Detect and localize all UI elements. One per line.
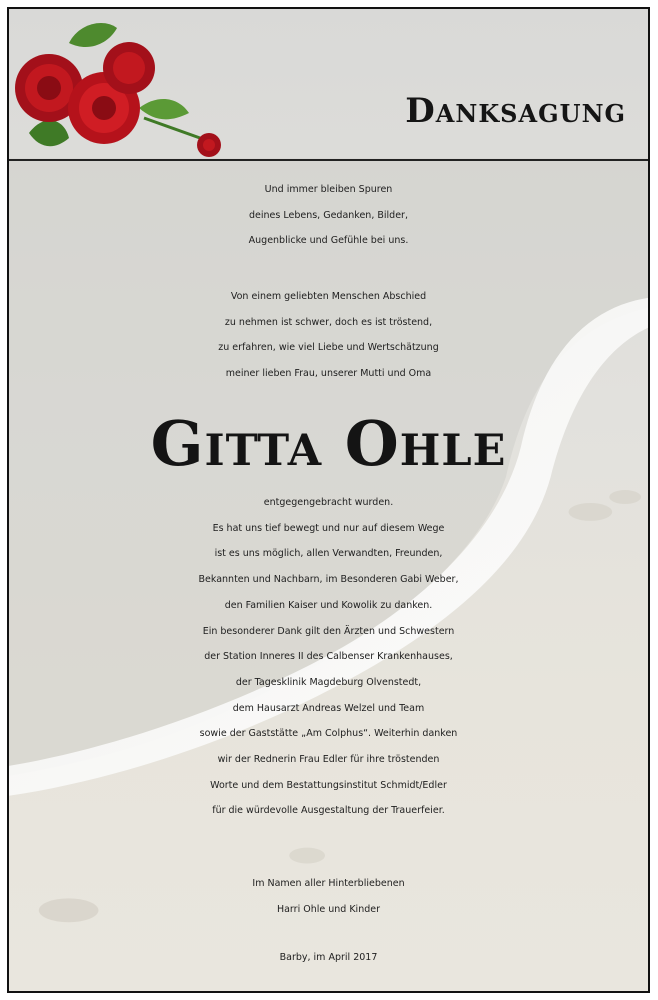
- text-line: der Tagesklinik Magdeburg Olvenstedt,: [235, 676, 422, 688]
- heading: Danksagung: [405, 91, 626, 131]
- deceased-name: Gitta Ohle: [150, 407, 507, 480]
- text-line: Augenblicke und Gefühle bei uns.: [248, 235, 409, 247]
- text-line: Harri Ohle und Kinder: [276, 903, 381, 915]
- text-line: Und immer bleiben Spuren: [264, 184, 393, 195]
- header-divider: [9, 159, 648, 161]
- text-line: sowie der Gaststätte „Am Colphus“. Weiterhin danken: [199, 728, 458, 740]
- text-line: der Station Inneres II des Calbenser Krankenhauses,: [204, 651, 453, 663]
- text-line: zu erfahren, wie viel Liebe und Wertschätzung: [218, 342, 439, 354]
- place-date-text: Barby, im April 2017: [279, 952, 378, 963]
- text-line: ist es uns möglich, allen Verwandten, Freunden,: [214, 548, 443, 560]
- text-line: Worte und dem Bestattungsinstitut Schmidt/Edler: [210, 779, 447, 791]
- paragraph-2: [9, 490, 648, 824]
- text-line: dem Hausarzt Andreas Welzel und Team: [232, 702, 425, 714]
- text-line: Im Namen aller Hinterbliebenen: [252, 878, 405, 889]
- text-line: deines Lebens, Gedanken, Bilder,: [249, 209, 408, 221]
- text-line: wir der Rednerin Frau Edler für ihre tröstenden: [217, 754, 440, 766]
- place-date: [9, 945, 648, 971]
- text-line: für die würdevolle Ausgestaltung der Trauerfeier.: [212, 805, 445, 817]
- signature: [9, 871, 648, 922]
- obituary-card: [7, 7, 650, 993]
- intro-verse: [9, 177, 648, 254]
- text-line: Ein besonderer Dank gilt den Ärzten und Schwestern: [202, 625, 455, 637]
- text-line: Von einem geliebten Menschen Abschied: [230, 291, 427, 302]
- text-line: Es hat uns tief bewegt und nur auf diesem Wege: [212, 522, 445, 534]
- text-line: den Familien Kaiser und Kowolik zu danken.: [224, 599, 433, 611]
- roses-icon: [9, 13, 229, 163]
- text-line: Bekannten und Nachbarn, im Besonderen Gabi Weber,: [198, 574, 459, 586]
- text-line: meiner lieben Frau, unserer Mutti und Oma: [225, 368, 432, 380]
- paragraph-1: [9, 284, 648, 387]
- text-line: entgegengebracht wurden.: [263, 497, 394, 508]
- text-line: zu nehmen ist schwer, doch es ist tröstend,: [224, 316, 433, 328]
- header: [9, 9, 648, 159]
